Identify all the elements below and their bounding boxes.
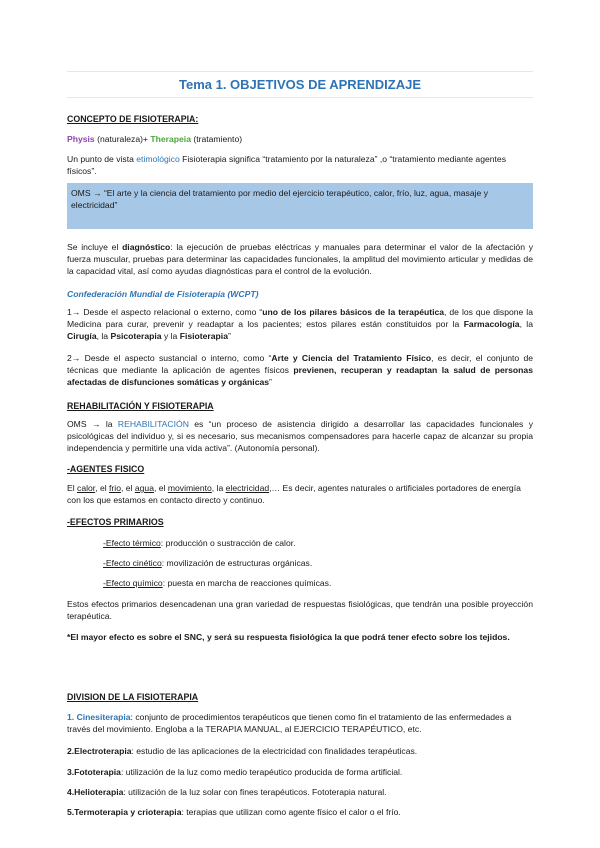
text: , de los que dispone la Medicina para curar, prevenir y readaptar a los pacientes; estos pilares están constituidos por la [67,307,533,330]
physis-meaning: (naturaleza)+ [94,134,151,144]
etimologico-term: etimológico [136,154,180,164]
fisioterapia-term: Fisioterapia [179,331,228,342]
efecto-desc: : movilización de estructuras orgánicas. [161,558,313,568]
text-bold: Arte y Ciencia del Tratamiento Físico [271,353,432,363]
movimiento-term: movimiento [167,483,212,493]
farmacologia-term: Farmacología [463,319,520,330]
text: , la [519,319,533,330]
item-desc: : utilización de la luz como medio terapéutico producida de forma artificial. [120,767,403,777]
diagnostico-term: diagnóstico [122,242,171,252]
etymology-paragraph [67,153,533,177]
fototerapia-term: 3.Fototerapia [67,767,121,777]
heading-efectos: -EFECTOS PRIMARIOS [67,517,164,527]
heading-concepto: CONCEPTO DE FISIOTERAPIA: [67,114,199,124]
cinesiterapia-term: Cinesiterapia [76,712,131,722]
text: Un punto de vista [67,154,137,164]
text: , es decir, el conjunto de técnicas que mediante la aplicación de agentes físicos [67,353,534,376]
division-item-1 [67,711,533,735]
item-desc: : conjunto de procedimientos terapéuticos que tienen como fin el tratamiento de las enfermedades a través del movimiento. Engloba a la TERAPIA MANUAL, al EJERCICIO TERAPÉUTICO, etc. [67,712,512,735]
rehabilitacion-term: REHABILITACIÓN [117,419,189,429]
item-desc: : estudio de las aplicaciones de la electricidad con finalidades terapéuticas. [131,746,418,756]
top-rule [67,71,533,72]
snc-note: *El mayor efecto es sobre el SNC, y será su respuesta fisiológica la que podrá tener efecto sobre los tejidos. [67,632,510,642]
rehabilitacion-paragraph [67,418,533,455]
text-bold: uno de los pilares básicos de la terapéutica [262,307,445,317]
efecto-label: -Efecto cinético [103,558,162,568]
text: , el [121,483,135,493]
text: , el [95,483,110,493]
text: Se incluye el [67,242,123,252]
efecto-item [67,537,569,549]
text: OMS → la [67,419,118,429]
psicoterapia-term: Psicoterapia [110,331,162,342]
item-desc: : terapias que utilizan como agente físico el calor o el frío. [181,807,401,817]
text: Fisioterapia significa “tratamiento por la naturaleza” ,o “tratamiento mediante agentes físicos”. [67,154,507,177]
text: ” [269,377,272,388]
therapeia-meaning: (tratamiento) [190,134,243,144]
helioterapia-term: 4.Helioterapia [67,787,124,797]
division-item-2 [67,745,533,757]
cirugia-term: Cirugía [67,331,97,342]
division-item-3 [67,766,533,778]
calor-term: calor [77,483,96,493]
heading-division: DIVISION DE LA FISIOTERAPIA [67,692,199,702]
etymology-roots [67,133,533,145]
efecto-item [67,557,569,569]
point-1-paragraph [67,306,533,343]
wcpt-heading: Confederación Mundial de Fisioterapia (WCPT) [67,289,259,299]
termoterapia-term: 5.Termoterapia y crioterapia [67,807,182,817]
text-bold: previenen, recuperan y readaptan la salud de personas afectadas de disfunciones somáticas y orgánicas [67,365,533,388]
oms-definition-box [67,183,533,229]
text: ,… Es decir, agentes naturales o artificiales portadores de energía con los que estamos en contacto directo y continuo. [67,483,521,506]
therapeia-term: Therapeia [150,134,191,144]
page-title: Tema 1. OBJETIVOS DE APRENDIZAJE [178,77,421,92]
text: : la ejecución de pruebas eléctricas y manuales para determinar el valor de la afectación y fuerza muscular, pruebas para determinar las capacidades funcionales, la amplitud del movimiento articular y medidas de la capacidad vital, así como ayudas diagnósticas para el control de la evolución. [67,242,533,277]
text: , la [211,483,226,493]
physis-term: Physis [67,134,95,144]
item-desc: : utilización de la luz solar con fines terapéuticos. Fototerapia natural. [123,787,387,797]
division-item-5 [67,806,533,818]
electroterapia-term: 2.Electroterapia [67,746,132,756]
text: , la [96,331,111,342]
efecto-desc: : puesta en marcha de reacciones químicas. [162,578,332,588]
frio-term: frio [109,483,121,493]
text: 2→ Desde el aspecto sustancial o interno, como “ [67,353,272,363]
text: El [67,483,78,493]
text: ” [227,331,231,342]
text: y la [161,331,180,342]
diagnostico-paragraph [67,241,533,278]
point-2-paragraph [67,352,533,389]
item-number: 1. [67,712,77,722]
text: es “un proceso de asistencia dirigido a desarrollar las capacidades funcionales y psicológicas del individuo y, si es necesario, sus mecanismos compensadores para hacerle capaz de alcanzar su propia independencia y permitirle una vida activa”. (Autonomía personal). [67,419,533,454]
efecto-label: -Efecto térmico [103,538,161,548]
efecto-item [67,577,569,589]
division-item-4 [67,786,533,798]
heading-agentes: -AGENTES FISICO [67,464,145,474]
oms-definition-text: OMS → “El arte y la ciencia del tratamiento por medio del ejercicio terapéutico, calor, frío, luz, agua, masaje y electricidad” [71,188,488,211]
agua-term: agua [134,483,154,493]
efecto-desc: : producción o sustracción de calor. [160,538,296,548]
text: 1→ Desde el aspecto relacional o externo, como “ [67,307,263,317]
efectos-summary: Estos efectos primarios desencadenan una gran variedad de respuestas fisiológicas, que tendrán una posible proyección terapéutica. [67,599,533,622]
heading-rehabilitacion: REHABILITACIÓN Y FISIOTERAPIA [67,401,214,411]
efecto-label: -Efecto químico [103,578,163,588]
agentes-paragraph [67,482,533,506]
title-rule [67,97,533,98]
electricidad-term: electricidad [225,483,270,493]
text: , el [153,483,168,493]
